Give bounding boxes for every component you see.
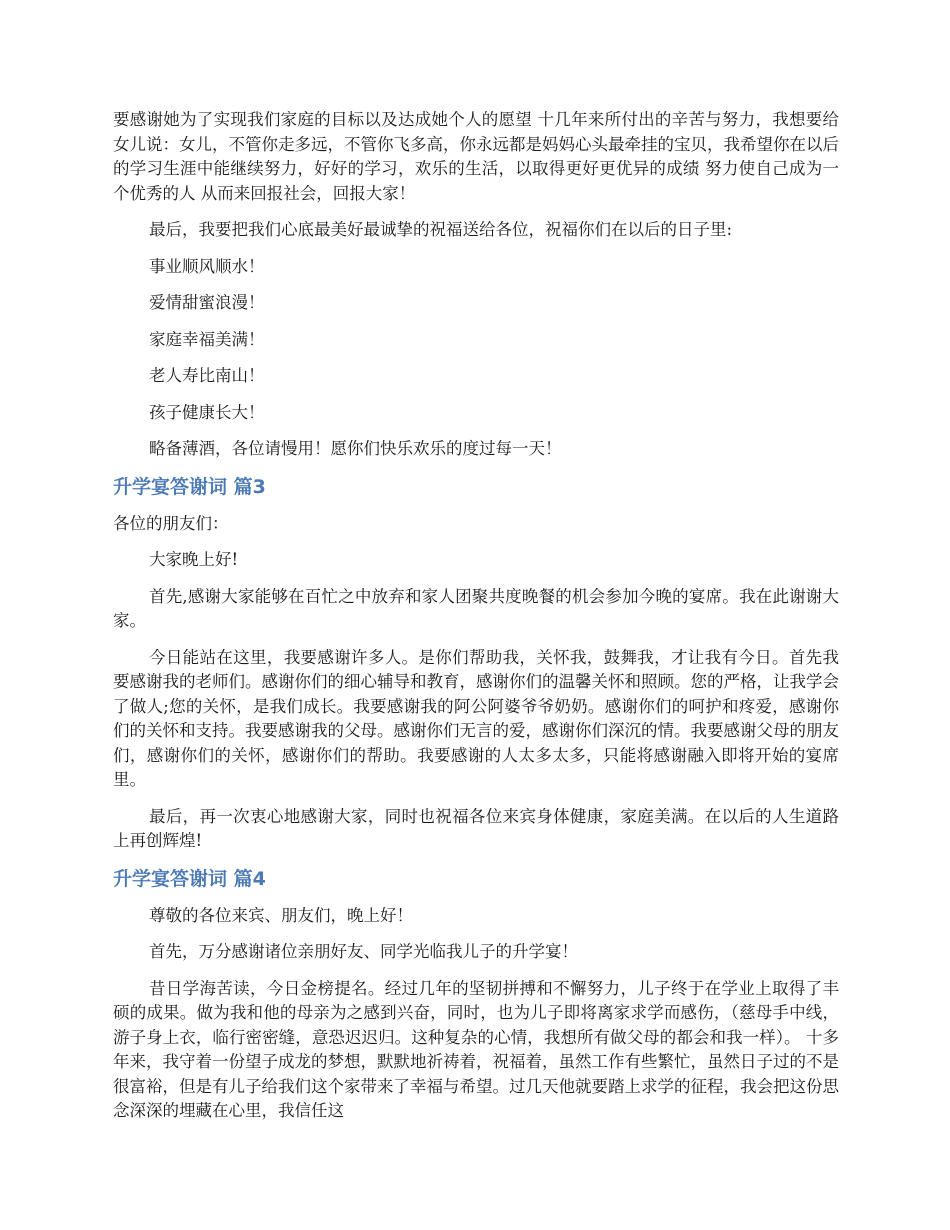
blessing-elders: 老人寿比南山！: [149, 366, 265, 385]
blessing-family: 家庭幸福美满！: [149, 329, 265, 349]
document-body: [113, 108, 839, 1136]
section-4-paragraph: 首先，万分感谢诸位亲朋好友、同学光临我儿子的升学宴！: [149, 942, 578, 961]
section-4-heading: 升学宴答谢词 篇4: [113, 867, 266, 890]
section-4-paragraph: 昔日学海苦读，今日金榜提名。经过几年的坚韧拼搏和不懈努力，儿子终于在学业上取得了丰硕的成果。做为我和他的母亲为之感到兴奋，同时，也为儿子即将离家求学而感伤，（慈母手中线，游子身上衣，临行密密缝，意恐迟迟归。这种复杂的心情，我想所有做父母的都会和我一样）。 十多年来，我守着一份望子成龙的梦想，默默地祈祷着，祝福着，虽然工作有些繁忙，虽然日子过的不是很富裕，但是有儿子给我们这个家带来了幸福与希望。过几天他就要踏上求学的征程，我会把这份思念深深的埋藏在心里，我信任这: [113, 978, 839, 1120]
blessing-children: 孩子健康长大！: [149, 402, 265, 422]
section-3-paragraph: 今日能站在这里，我要感谢许多人。是你们帮助我，关怀我，鼓舞我，才让我有今日。首先我要感谢我的老师们。感谢你们的细心辅导和教育，感谢你们的温馨关怀和照顾。您的严格，让我学会了做人;您的关怀，是我们成长。我要感谢我的阿公阿婆爷爷奶奶。感谢你们的呵护和疼爱，感谢你们的关怀和支持。我要感谢我的父母。感谢你们无言的爱，感谢你们深沉的情。我要感谢父母的朋友们，感谢你们的关怀，感谢你们的帮助。我要感谢的人太多太多，只能将感谢融入即将开始的宴席里。: [113, 647, 839, 789]
section-3-salutation: 各位的朋友们：: [113, 513, 229, 533]
closing-toast: 略备薄酒，各位请慢用！愿你们快乐欢乐的度过每一天！: [149, 439, 562, 458]
blessing-intro: 最后，我要把我们心底最美好最诚挚的祝福送给各位，祝福你们在以后的日子里:: [149, 220, 733, 239]
section-3-greeting: 大家晚上好!: [149, 550, 239, 569]
section-3-paragraph: 首先,感谢大家能够在百忙之中放弃和家人团聚共度晚餐的机会参加今晚的宴席。我在此谢谢大家。: [113, 586, 839, 630]
section-4-greeting: 尊敬的各位来宾、朋友们，晚上好！: [149, 905, 413, 925]
blessing-love: 爱情甜蜜浪漫！: [149, 293, 265, 312]
continuation-paragraph: 要感谢她为了实现我们家庭的目标以及达成她个人的愿望 十几年来所付出的辛苦与努力，我想要给女儿说：女儿，不管你走多远，不管你飞多高，你永远都是妈妈心头最牵挂的宝贝，我希望你在以后的学习生涯中能继续努力，好好的学习，欢乐的生活，以取得更好更优异的成绩 努力使自己成为一个优秀的人 从而来回报社会，回报大家！: [113, 110, 839, 203]
section-3-paragraph: 最后，再一次衷心地感谢大家，同时也祝福各位来宾身体健康，家庭美满。在以后的人生道路上再创辉煌!: [113, 806, 839, 850]
section-3-heading: 升学宴答谢词 篇3: [113, 475, 266, 498]
blessing-career: 事业顺风顺水！: [149, 256, 265, 276]
